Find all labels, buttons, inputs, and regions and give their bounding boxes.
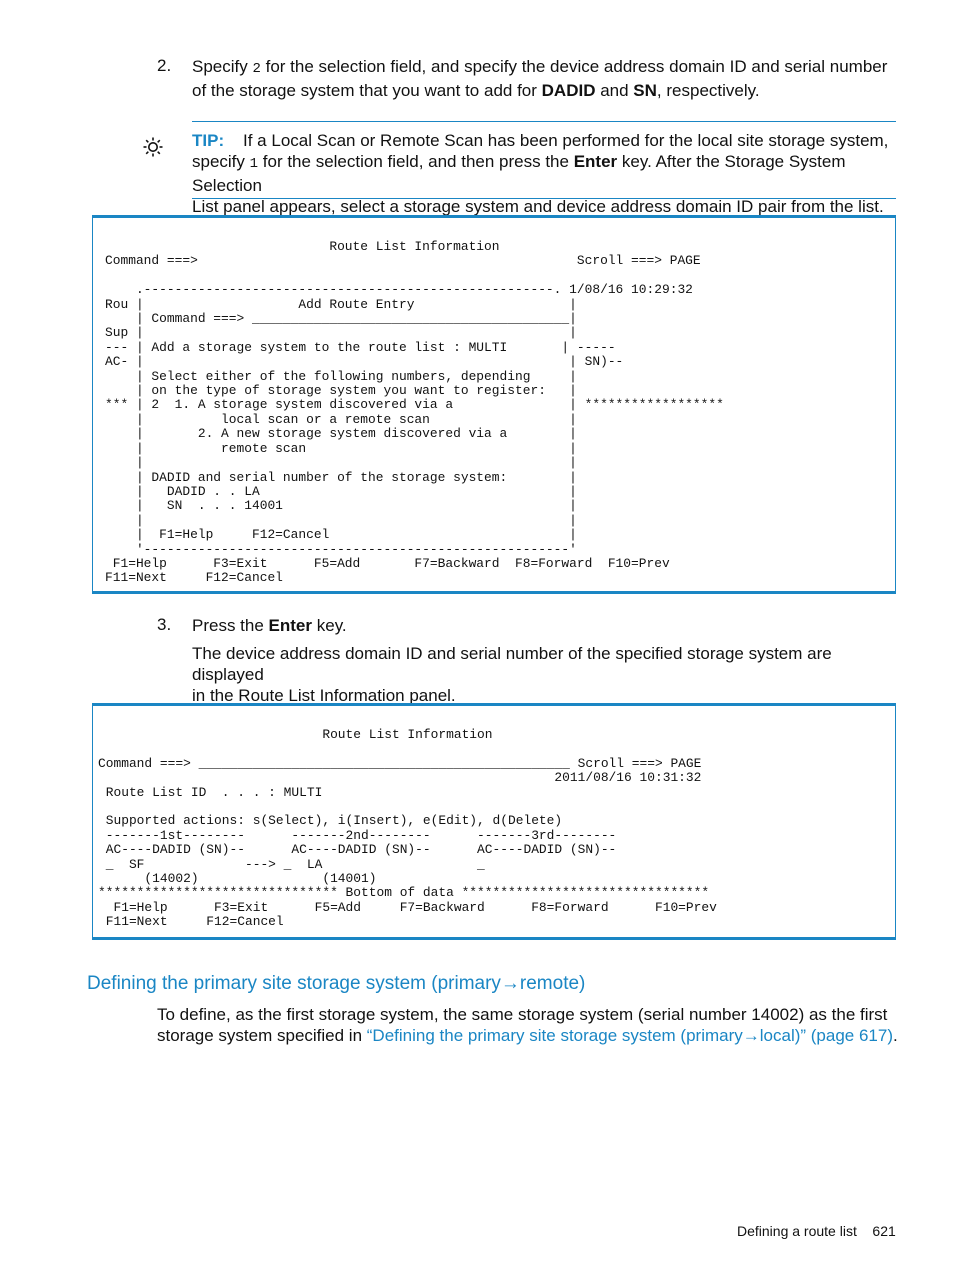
page-number: 621: [872, 1223, 896, 1239]
terminal-line: Command ===> ________________________________________________ Scroll ===> PAGE: [98, 755, 702, 771]
terminal-line: [105, 269, 724, 283]
terminal-line: Route List Information: [105, 239, 500, 254]
lightbulb-icon: [142, 136, 164, 158]
step-2-text: Specify 2 for the selection field, and specify the device address domain ID and serial number of the storage system that you want to add for DADID and SN, respectively.: [192, 57, 888, 100]
terminal-screen-add-route-entry: [92, 215, 896, 594]
terminal-line: | Select either of the following numbers, depending |: [105, 368, 577, 384]
step-3-text: Press the Enter key.: [192, 616, 347, 635]
tip-box: TIP: If a Local Scan or Remote Scan has been performed for the local site storage system, specify 1 for the selection field, and then press the Enter key. After the Storage System Selection List panel appears, select a storage system and device address domain ID pair from the list.: [192, 121, 896, 199]
terminal-line: (14002) (14001): [98, 871, 377, 887]
code-2: 2: [252, 61, 261, 77]
terminal-line: F1=Help F3=Exit F5=Add F7=Backward F8=Forward F10=Prev: [105, 555, 670, 571]
terminal-line: [98, 742, 717, 756]
terminal-line: | 2. A new storage system discovered via a |: [105, 426, 577, 442]
terminal-line: Command ===> Scroll ===> PAGE: [105, 253, 701, 269]
terminal-line: Route List Information: [98, 727, 493, 742]
terminal-line: | on the type of storage system you want to register: |: [105, 383, 577, 399]
step-3-description: The device address domain ID and serial number of the specified storage system are displayed in the Route List Information panel.: [192, 644, 832, 705]
terminal-line: ******************************* Bottom of data ********************************: [98, 885, 710, 901]
terminal-text: [105, 240, 724, 586]
terminal-line: Route List ID . . . : MULTI: [98, 784, 323, 800]
terminal-line: F1=Help F3=Exit F5=Add F7=Backward F8=Forward F10=Prev: [98, 899, 717, 915]
terminal-line: | F1=Help F12=Cancel |: [105, 527, 577, 543]
footer-title: Defining a route list: [737, 1223, 857, 1239]
terminal-line: | |: [105, 512, 577, 528]
terminal-line: | DADID and serial number of the storage system: |: [105, 469, 577, 485]
terminal-line: | DADID . . LA |: [105, 483, 577, 499]
section-heading: Defining the primary site storage system (primary→remote): [87, 973, 586, 994]
terminal-line: *** | 2 1. A storage system discovered via a | ******************: [105, 397, 724, 413]
terminal-line: --- | Add a storage system to the route list : MULTI | -----: [105, 339, 616, 355]
terminal-line: _ SF ---> _ LA _: [98, 856, 485, 872]
terminal-line: F11=Next F12=Cancel: [105, 570, 283, 586]
terminal-line: Rou | Add Route Entry |: [105, 296, 577, 312]
terminal-line: [98, 800, 717, 814]
page-footer: [737, 1223, 896, 1239]
cross-reference-link[interactable]: “Defining the primary site storage system (primary→local)” (page 617): [366, 1026, 894, 1045]
terminal-line: '-------------------------------------------------------': [105, 541, 577, 557]
terminal-line: AC----DADID (SN)-- AC----DADID (SN)-- AC----DADID (SN)--: [98, 842, 617, 858]
terminal-line: .-----------------------------------------------------. 1/08/16 10:29:32: [105, 282, 693, 298]
section-body: To define, as the first storage system, the same storage system (serial number 14002) as the first storage system specified in “Defining the primary site storage system (primary→local)” (page 617).: [157, 1005, 898, 1045]
terminal-line: AC- | | SN)--: [105, 354, 624, 370]
tip-label: TIP:: [192, 131, 225, 150]
terminal-line: F11=Next F12=Cancel: [98, 914, 284, 930]
terminal-line: 2011/08/16 10:31:32: [98, 770, 702, 786]
terminal-line: Supported actions: s(Select), i(Insert), e(Edit), d(Delete): [98, 813, 563, 829]
terminal-line: | |: [105, 455, 577, 471]
step-number: 2.: [157, 56, 172, 75]
terminal-line: | local scan or a remote scan |: [105, 411, 577, 427]
terminal-text: [98, 728, 717, 930]
terminal-line: | remote scan |: [105, 440, 577, 456]
terminal-screen-route-list: [92, 703, 896, 940]
terminal-line: | Command ===> _________________________________________|: [105, 311, 577, 327]
terminal-line: | SN . . . 14001 |: [105, 498, 577, 514]
step-number: 3.: [157, 615, 172, 634]
terminal-line: Sup | |: [105, 325, 577, 341]
terminal-line: -------1st-------- -------2nd-------- -------3rd--------: [98, 827, 617, 843]
